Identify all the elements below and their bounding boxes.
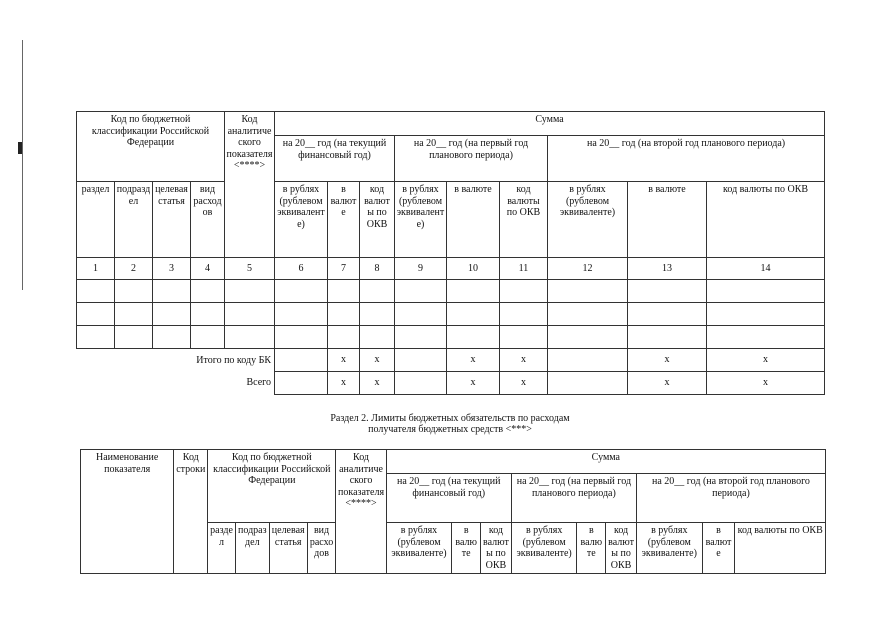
empty-cell — [191, 326, 225, 349]
empty-cell — [225, 280, 275, 303]
x-mark: x — [500, 372, 548, 395]
empty-cell — [328, 326, 360, 349]
empty-cell — [115, 280, 153, 303]
header-rub-3: в рублях (рублевом эквиваленте) — [636, 523, 702, 574]
empty-cell — [707, 326, 825, 349]
header-analytic: Код аналитического показателя <****> — [336, 450, 386, 574]
header-year-second: на 20__ год (на второй год планового периода) — [548, 136, 825, 182]
header-podrazdel: подраздел — [235, 523, 269, 574]
empty-cell — [395, 303, 447, 326]
empty-cell — [328, 280, 360, 303]
margin-tick — [18, 142, 22, 154]
col-number: 8 — [360, 258, 395, 280]
empty-cell — [548, 303, 628, 326]
header-okv-3: код валюты по ОКВ — [735, 523, 826, 574]
x-mark: x — [628, 372, 707, 395]
x-mark: x — [628, 349, 707, 372]
header-cur-2: в валюте — [447, 182, 500, 258]
empty-cell — [707, 280, 825, 303]
header-okv-1: код валюты по ОКВ — [360, 182, 395, 258]
margin-line — [22, 40, 23, 290]
empty-cell — [395, 326, 447, 349]
header-sum: Сумма — [386, 450, 825, 474]
x-mark: x — [707, 349, 825, 372]
empty-cell — [275, 372, 328, 395]
empty-cell — [225, 326, 275, 349]
header-rub-1: в рублях (рублевом эквиваленте) — [386, 523, 452, 574]
empty-cell — [77, 303, 115, 326]
header-okv-2: код валюты по ОКВ — [606, 523, 637, 574]
header-year-current: на 20__ год (на текущий финансовый год) — [275, 136, 395, 182]
header-row-code: Код строки — [174, 450, 208, 574]
vsego-label: Всего — [246, 377, 271, 389]
empty-cell — [225, 303, 275, 326]
col-number: 6 — [275, 258, 328, 280]
col-number: 3 — [153, 258, 191, 280]
header-okv-1: код валюты по ОКВ — [481, 523, 512, 574]
header-name: Наименование показателя — [81, 450, 174, 574]
empty-cell — [447, 303, 500, 326]
x-mark: x — [328, 372, 360, 395]
x-mark: x — [707, 372, 825, 395]
header-code-group: Код по бюджетной классификации Российской Федерации — [208, 450, 336, 523]
empty-cell — [628, 326, 707, 349]
header-cur-1: в валюте — [452, 523, 481, 574]
col-number: 1 — [77, 258, 115, 280]
header-podrazdel: подраздел — [115, 182, 153, 258]
header-cur-2: в валюте — [577, 523, 606, 574]
vsego-row — [77, 372, 825, 395]
col-number: 14 — [707, 258, 825, 280]
budget-table-1 — [76, 111, 825, 395]
empty-cell — [153, 303, 191, 326]
column-number-row — [77, 258, 825, 280]
col-number: 11 — [500, 258, 548, 280]
header-year-second: на 20__ год (на второй год планового периода) — [636, 474, 825, 523]
empty-cell — [275, 349, 328, 372]
empty-cell — [275, 303, 328, 326]
header-celevaya-statya: целевая статья — [153, 182, 191, 258]
empty-cell — [275, 326, 328, 349]
empty-cell — [275, 280, 328, 303]
x-mark: x — [500, 349, 548, 372]
header-year-current: на 20__ год (на текущий финансовый год) — [386, 474, 511, 523]
empty-cell — [628, 303, 707, 326]
header-rub-2: в рублях (рублевом эквиваленте) — [511, 523, 577, 574]
empty-cell — [360, 326, 395, 349]
empty-cell — [191, 280, 225, 303]
empty-cell — [548, 372, 628, 395]
empty-cell — [707, 303, 825, 326]
empty-cell — [360, 280, 395, 303]
empty-row — [77, 280, 825, 303]
budget-table-2 — [80, 449, 826, 574]
section-caption — [250, 413, 650, 435]
header-okv-3: код валюты по ОКВ — [707, 182, 825, 258]
caption-line-1: Раздел 2. Лимиты бюджетных обязательств по расходам — [330, 413, 570, 424]
col-number: 9 — [395, 258, 447, 280]
x-mark: x — [360, 349, 395, 372]
empty-cell — [191, 303, 225, 326]
empty-cell — [447, 280, 500, 303]
empty-row — [77, 326, 825, 349]
empty-cell — [548, 326, 628, 349]
empty-cell — [500, 303, 548, 326]
empty-cell — [77, 326, 115, 349]
caption-line-2: получателя бюджетных средств <***> — [368, 424, 532, 435]
empty-cell — [115, 303, 153, 326]
header-sum: Сумма — [275, 112, 825, 136]
col-number: 7 — [328, 258, 360, 280]
col-number: 12 — [548, 258, 628, 280]
empty-cell — [77, 280, 115, 303]
empty-cell — [500, 326, 548, 349]
x-mark: x — [360, 372, 395, 395]
header-vid-rashodov: вид расходов — [191, 182, 225, 258]
empty-cell — [500, 280, 548, 303]
empty-cell — [153, 280, 191, 303]
empty-cell — [360, 303, 395, 326]
col-number: 13 — [628, 258, 707, 280]
header-okv-2: код валюты по ОКВ — [500, 182, 548, 258]
header-rub-2: в рублях (рублевом эквиваленте) — [395, 182, 447, 258]
header-razdel: раздел — [77, 182, 115, 258]
empty-cell — [395, 349, 447, 372]
itogo-row — [77, 349, 825, 372]
empty-cell — [153, 326, 191, 349]
col-number: 10 — [447, 258, 500, 280]
header-rub-1: в рублях (рублевом эквиваленте) — [275, 182, 328, 258]
empty-row — [77, 303, 825, 326]
x-mark: x — [447, 349, 500, 372]
empty-cell — [328, 303, 360, 326]
header-cur-1: в валюте — [328, 182, 360, 258]
empty-cell — [115, 326, 153, 349]
empty-cell — [548, 280, 628, 303]
x-mark: x — [328, 349, 360, 372]
itogo-label: Итого по коду БК — [196, 354, 271, 366]
empty-cell — [395, 372, 447, 395]
col-number: 5 — [225, 258, 275, 280]
header-cur-3: в валюте — [628, 182, 707, 258]
header-rub-3: в рублях (рублевом эквиваленте) — [548, 182, 628, 258]
header-year-first: на 20__ год (на первый год планового периода) — [395, 136, 548, 182]
col-number: 4 — [191, 258, 225, 280]
empty-cell — [395, 280, 447, 303]
col-number: 2 — [115, 258, 153, 280]
empty-cell — [447, 326, 500, 349]
header-analytic: Код аналитического показателя <****> — [225, 112, 275, 258]
empty-cell — [548, 349, 628, 372]
header-celevaya-statya: целевая статья — [269, 523, 307, 574]
empty-cell — [628, 280, 707, 303]
header-vid-rashodov: вид расходов — [307, 523, 336, 574]
x-mark: x — [447, 372, 500, 395]
header-code-group: Код по бюджетной классификации Российской Федерации — [77, 112, 225, 182]
header-razdel: раздел — [208, 523, 236, 574]
header-cur-3: в валюте — [702, 523, 735, 574]
header-year-first: на 20__ год (на первый год планового периода) — [511, 474, 636, 523]
